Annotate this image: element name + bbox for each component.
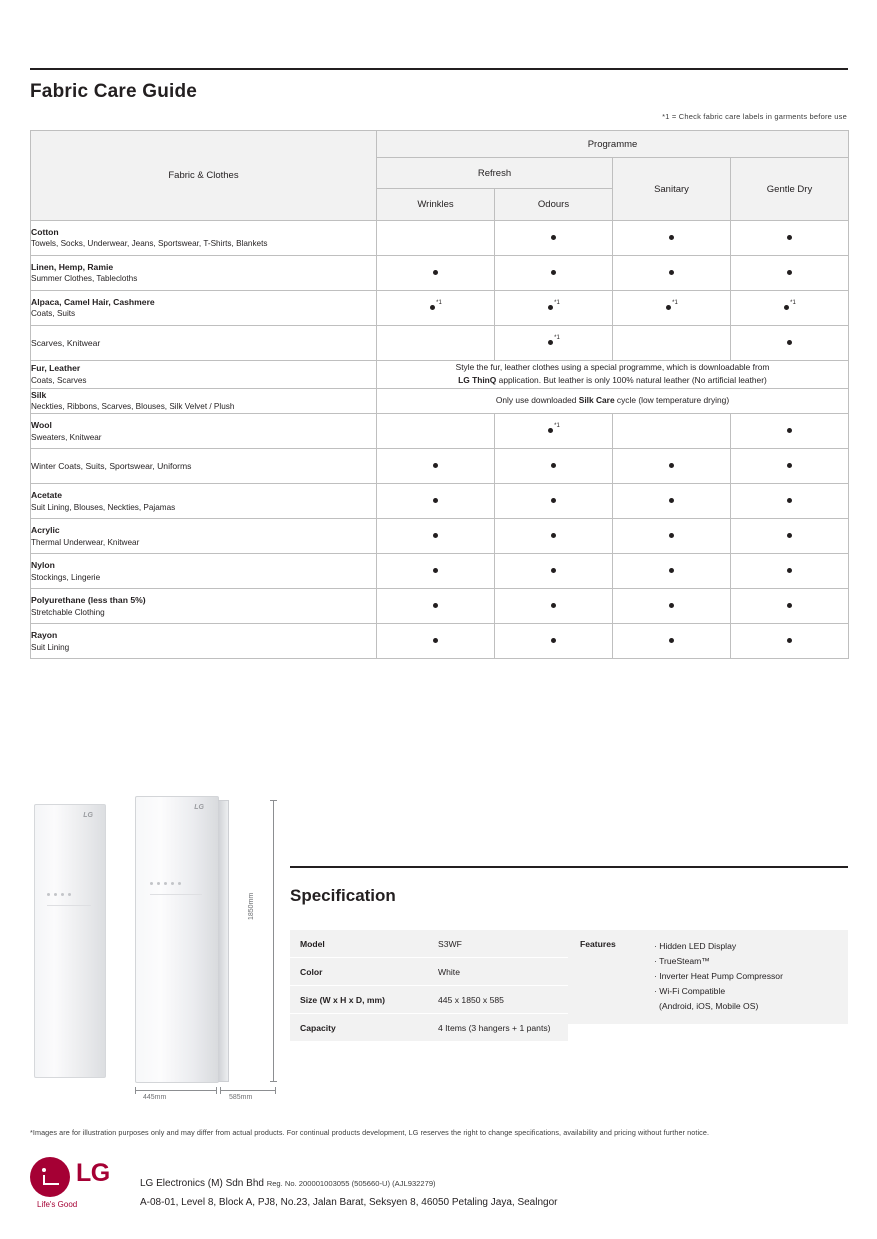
programme-mark-cell xyxy=(731,519,849,554)
supported-dot-icon xyxy=(433,638,438,643)
fabric-examples: Coats, Suits xyxy=(31,309,76,319)
programme-mark-cell xyxy=(731,256,849,291)
fabric-cell xyxy=(31,361,377,389)
fabric-name: Wool xyxy=(31,420,52,431)
programme-mark-cell xyxy=(495,221,613,256)
table-row xyxy=(31,221,849,256)
styler-unit-closed xyxy=(34,804,106,1078)
company-info xyxy=(140,1175,557,1212)
table-row xyxy=(31,414,849,449)
programme-mark-cell xyxy=(377,291,495,326)
supported-dot-icon xyxy=(787,638,792,643)
fabric-name: Nylon xyxy=(31,560,55,571)
company-registration: Reg. No. 200001003055 (505660-U) (AJL932279) xyxy=(266,1179,436,1188)
programme-mark-cell xyxy=(495,449,613,484)
feature-item: · TrueSteam™ xyxy=(654,956,710,967)
programme-mark-cell xyxy=(377,484,495,519)
fabric-examples: Thermal Underwear, Knitwear xyxy=(31,537,140,547)
programme-mark-cell xyxy=(731,624,849,659)
supported-dot-icon xyxy=(669,463,674,468)
fabric-name: Linen, Hemp, Ramie xyxy=(31,261,114,272)
fabric-cell xyxy=(31,554,377,589)
spec-value: White xyxy=(428,958,568,986)
table-row xyxy=(31,624,849,659)
programme-mark-cell xyxy=(377,519,495,554)
spec-value: S3WF xyxy=(428,930,568,958)
table-row xyxy=(31,589,849,624)
control-panel-dots-icon-2 xyxy=(150,882,181,885)
table-row xyxy=(31,449,849,484)
programme-mark-cell xyxy=(377,326,495,361)
col-header-sanitary: Sanitary xyxy=(613,158,731,221)
supported-dot-icon xyxy=(669,638,674,643)
fabric-name: Silk xyxy=(31,389,47,400)
spec-key: Size (W x H x D, mm) xyxy=(290,986,428,1014)
col-header-gentle-dry: Gentle Dry xyxy=(731,158,849,221)
programme-mark-cell xyxy=(377,221,495,256)
fabric-cell xyxy=(31,414,377,449)
page-title: Fabric Care Guide xyxy=(30,81,198,102)
fabric-cell xyxy=(31,326,377,361)
programme-mark-cell xyxy=(495,554,613,589)
fabric-examples: Summer Clothes, Tablecloths xyxy=(31,274,138,284)
feature-item: · Wi-Fi Compatible xyxy=(654,986,726,997)
spec-row xyxy=(290,958,568,986)
supported-dot-icon xyxy=(669,568,674,573)
programme-mark-cell xyxy=(613,291,731,326)
depth-dimension-line xyxy=(220,1090,276,1091)
table-row xyxy=(31,326,849,361)
supported-dot-icon xyxy=(433,498,438,503)
table-row xyxy=(31,361,849,389)
fabric-name: Acetate xyxy=(31,490,63,501)
fabric-cell xyxy=(31,449,377,484)
feature-item: (Android, iOS, Mobile OS) xyxy=(659,1001,759,1012)
supported-dot-icon xyxy=(551,603,556,608)
programme-mark-cell xyxy=(377,589,495,624)
company-name-line xyxy=(140,1175,557,1194)
programme-mark-cell xyxy=(613,484,731,519)
programme-note-cell: Style the fur, leather clothes using a special programme, which is downloadable from LG ThinQ application. But leather is only 100% natural leather (No artificial leather) xyxy=(377,361,849,389)
fabric-name: Acrylic xyxy=(31,525,60,536)
programme-mark-cell xyxy=(495,256,613,291)
fabric-cell xyxy=(31,589,377,624)
spec-row xyxy=(290,930,568,958)
programme-mark-cell xyxy=(377,554,495,589)
spec-key: Color xyxy=(290,958,428,986)
programme-mark-cell xyxy=(731,554,849,589)
supported-dot-icon xyxy=(787,533,792,538)
company-address: A-08-01, Level 8, Block A, PJ8, No.23, Jalan Barat, Seksyen 8, 46050 Petaling Jaya, Sealngor xyxy=(140,1196,558,1208)
supported-dot-icon xyxy=(787,603,792,608)
spec-row xyxy=(290,986,568,1014)
lg-slogan: Life's Good xyxy=(37,1200,78,1209)
supported-dot-icon xyxy=(787,270,792,275)
fabric-examples: Suit Lining, Blouses, Neckties, Pajamas xyxy=(31,502,176,512)
specification-divider xyxy=(290,866,848,868)
lg-logo-text: LG xyxy=(76,1159,110,1187)
disclaimer-text: *Images are for illustration purposes only and may differ from actual products. For continual products development, LG reserves the right to change specifications, availability and pricing without further notice. xyxy=(30,1128,710,1137)
footnote-marker: *1 xyxy=(436,299,442,306)
supported-dot-icon xyxy=(784,305,789,310)
feature-item: · Inverter Heat Pump Compressor xyxy=(654,971,783,982)
feature-item: · Hidden LED Display xyxy=(654,941,737,951)
supported-dot-icon xyxy=(669,498,674,503)
programme-mark-cell xyxy=(613,554,731,589)
panel-line-decor xyxy=(47,905,91,906)
height-dimension-line xyxy=(273,800,274,1082)
width-dimension-line xyxy=(135,1090,217,1091)
supported-dot-icon xyxy=(433,603,438,608)
spec-value: 445 x 1850 x 585 xyxy=(428,986,568,1014)
supported-dot-icon xyxy=(433,568,438,573)
supported-dot-icon xyxy=(787,235,792,240)
supported-dot-icon xyxy=(548,428,553,433)
lg-brand-mark-icon-2: LG xyxy=(194,804,204,811)
supported-dot-icon xyxy=(548,340,553,345)
fabric-name: Cotton xyxy=(31,226,59,237)
fabric-name: Polyurethane (less than 5%) xyxy=(31,595,146,606)
lg-logo xyxy=(30,1157,130,1217)
supported-dot-icon xyxy=(551,533,556,538)
supported-dot-icon xyxy=(551,463,556,468)
footnote-marker: *1 xyxy=(554,422,560,429)
supported-dot-icon xyxy=(551,638,556,643)
programme-mark-cell xyxy=(377,256,495,291)
col-header-odours: Odours xyxy=(495,189,613,221)
footnote-marker: *1 xyxy=(790,299,796,306)
depth-dimension-label: 585mm xyxy=(229,1094,253,1101)
supported-dot-icon xyxy=(551,270,556,275)
programme-mark-cell xyxy=(731,221,849,256)
programme-mark-cell xyxy=(731,484,849,519)
col-header-refresh: Refresh xyxy=(377,158,613,189)
fabric-cell xyxy=(31,388,377,413)
fabric-name: Alpaca, Camel Hair, Cashmere xyxy=(31,296,155,307)
lg-brand-mark-icon: LG xyxy=(83,812,93,819)
supported-dot-icon xyxy=(669,533,674,538)
programme-mark-cell xyxy=(613,221,731,256)
fabric-examples: Suit Lining xyxy=(31,642,70,652)
supported-dot-icon xyxy=(551,235,556,240)
programme-mark-cell xyxy=(495,624,613,659)
programme-mark-cell xyxy=(613,326,731,361)
supported-dot-icon xyxy=(548,305,553,310)
supported-dot-icon xyxy=(669,270,674,275)
supported-dot-icon xyxy=(433,463,438,468)
fabric-care-table xyxy=(30,130,849,659)
spec-row xyxy=(290,1014,568,1042)
programme-mark-cell xyxy=(495,484,613,519)
table-row xyxy=(31,484,849,519)
supported-dot-icon xyxy=(787,340,792,345)
lg-face-icon xyxy=(30,1157,70,1197)
programme-mark-cell xyxy=(495,414,613,449)
programme-mark-cell xyxy=(495,291,613,326)
supported-dot-icon xyxy=(669,235,674,240)
table-row xyxy=(31,519,849,554)
supported-dot-icon xyxy=(551,498,556,503)
width-dimension-label: 445mm xyxy=(143,1094,167,1101)
fabric-examples: Neckties, Ribbons, Scarves, Blouses, Silk Velvet / Plush xyxy=(31,402,235,412)
footnote-marker-note: *1 = Check fabric care labels in garments before use xyxy=(662,112,847,121)
programme-mark-cell xyxy=(613,624,731,659)
table-row xyxy=(31,388,849,413)
programme-mark-cell xyxy=(377,449,495,484)
programme-note-cell: Only use downloaded Silk Care cycle (low temperature drying) xyxy=(377,388,849,413)
supported-dot-icon xyxy=(787,428,792,433)
programme-mark-cell xyxy=(613,589,731,624)
spec-key: Model xyxy=(290,930,428,958)
programme-mark-cell xyxy=(377,414,495,449)
table-head xyxy=(31,131,849,221)
features-list xyxy=(654,939,783,1014)
programme-mark-cell xyxy=(495,589,613,624)
specification-title: Specification xyxy=(290,886,396,905)
fabric-cell xyxy=(31,624,377,659)
programme-mark-cell xyxy=(731,589,849,624)
programme-mark-cell xyxy=(731,326,849,361)
supported-dot-icon xyxy=(433,270,438,275)
programme-mark-cell xyxy=(731,414,849,449)
programme-mark-cell xyxy=(613,414,731,449)
fabric-cell xyxy=(31,291,377,326)
fabric-name: Fur, Leather xyxy=(31,363,81,374)
control-panel-dots-icon xyxy=(47,893,71,896)
programme-mark-cell xyxy=(613,449,731,484)
supported-dot-icon xyxy=(430,305,435,310)
col-header-programme: Programme xyxy=(377,131,849,158)
company-name: LG Electronics (M) Sdn Bhd xyxy=(140,1178,264,1189)
supported-dot-icon xyxy=(433,533,438,538)
fabric-examples: Towels, Socks, Underwear, Jeans, Sportswear, T-Shirts, Blankets xyxy=(31,239,268,249)
fabric-cell xyxy=(31,256,377,291)
programme-mark-cell xyxy=(495,326,613,361)
supported-dot-icon xyxy=(666,305,671,310)
footnote-marker: *1 xyxy=(554,334,560,341)
height-dimension-label: 1850mm xyxy=(248,892,255,920)
supported-dot-icon xyxy=(669,603,674,608)
programme-mark-cell xyxy=(613,519,731,554)
programme-mark-cell xyxy=(731,291,849,326)
fabric-cell xyxy=(31,484,377,519)
col-header-fabric: Fabric & Clothes xyxy=(31,131,377,221)
table-body xyxy=(31,221,849,659)
programme-mark-cell xyxy=(613,256,731,291)
fabric-examples: Sweaters, Knitwear xyxy=(31,432,102,442)
programme-mark-cell xyxy=(495,519,613,554)
fabric-name: Winter Coats, Suits, Sportswear, Uniforms xyxy=(31,460,192,471)
fabric-examples: Coats, Scarves xyxy=(31,375,87,385)
header-divider xyxy=(30,68,848,70)
spec-key: Capacity xyxy=(290,1014,428,1042)
supported-dot-icon xyxy=(551,568,556,573)
fabric-examples: Stockings, Lingerie xyxy=(31,572,101,582)
table-row xyxy=(31,291,849,326)
programme-mark-cell xyxy=(377,624,495,659)
programme-mark-cell xyxy=(731,449,849,484)
table-row xyxy=(31,554,849,589)
table-row xyxy=(31,256,849,291)
specification-table xyxy=(290,930,568,1042)
features-label: Features xyxy=(580,939,616,949)
features-box xyxy=(568,930,848,1024)
fabric-cell xyxy=(31,221,377,256)
footnote-marker: *1 xyxy=(672,299,678,306)
supported-dot-icon xyxy=(787,568,792,573)
panel-line-decor-2 xyxy=(150,894,202,895)
product-illustration xyxy=(30,790,280,1110)
fabric-cell xyxy=(31,519,377,554)
footnote-marker: *1 xyxy=(554,299,560,306)
supported-dot-icon xyxy=(787,463,792,468)
styler-unit-side xyxy=(135,796,219,1083)
fabric-examples: Stretchable Clothing xyxy=(31,607,105,617)
spec-value: 4 Items (3 hangers + 1 pants) xyxy=(428,1014,568,1042)
supported-dot-icon xyxy=(787,498,792,503)
col-header-wrinkles: Wrinkles xyxy=(377,189,495,221)
fabric-name: Scarves, Knitwear xyxy=(31,337,101,348)
fabric-name: Rayon xyxy=(31,630,58,641)
